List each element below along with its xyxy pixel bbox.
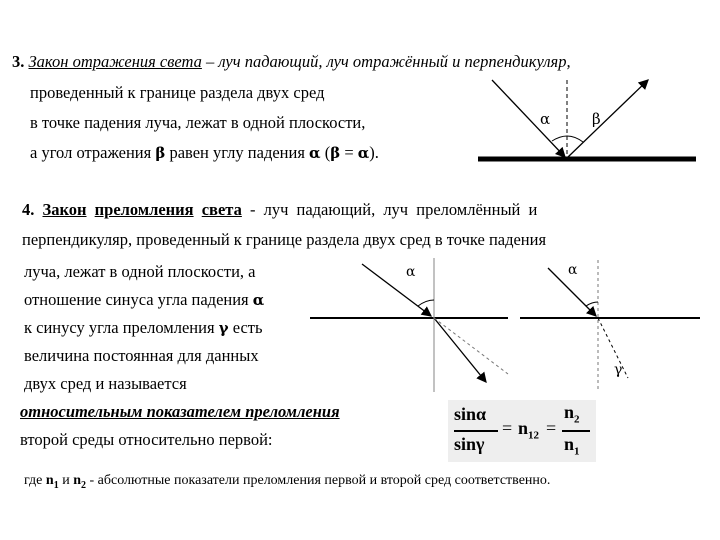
formula-sin-gamma: sinγ: [454, 434, 485, 454]
fig2-alpha-right-label: α: [568, 262, 578, 278]
law2-line6: величина постоянная для данных: [24, 346, 259, 365]
formula-fraction-bar-left: [454, 430, 498, 432]
law1-line3: в точке падения луча, лежат в одной плоскости,: [30, 113, 366, 132]
formula-n1: [564, 434, 580, 458]
fig1-beta-label: β: [592, 110, 601, 128]
law2-line2: перпендикуляр, проведенный к границе раздела двух сред в точке падения: [22, 230, 547, 249]
formula-equals-2: =: [546, 418, 557, 438]
angle-arc-left: [418, 300, 434, 306]
alpha-symbol: α: [309, 144, 321, 162]
refraction-diagram: [290, 250, 710, 400]
n1-subscript: 1: [53, 479, 59, 491]
reflected-ray: [568, 80, 648, 157]
relative-index-term: относительным показателем преломления: [20, 402, 340, 421]
law2-number: 4.: [22, 200, 35, 219]
incident-ray: [492, 80, 565, 157]
law2-line4: [24, 290, 264, 310]
n1-subscript: 1: [574, 445, 580, 458]
extension-ray-left: [434, 318, 508, 374]
law1-number: 3.: [12, 52, 25, 71]
fig2-gamma-label: γ: [614, 362, 623, 378]
n12-subscript: 12: [528, 429, 540, 442]
law2-line9: второй среды относительно первой:: [20, 430, 273, 449]
footnote-n1: [45, 473, 59, 491]
formula-n12: [518, 418, 539, 442]
law1-title: Закон отражения света: [28, 52, 202, 71]
n12-base: n: [518, 418, 529, 438]
law2-line1-text: - луч падающий, луч преломлённый и: [249, 200, 538, 219]
law2-line5-part: есть: [228, 318, 263, 337]
n2-subscript: 2: [80, 479, 86, 491]
formula-sin-alpha: sinα: [454, 404, 487, 424]
footnote-part: - абсолютные показатели преломления первой и второй сред соответственно.: [85, 473, 551, 488]
law2-title-word2: преломления: [94, 200, 194, 219]
footnote: [24, 472, 550, 495]
law2-line3: луча, лежат в одной плоскости, а: [24, 262, 256, 281]
footnote-n2: [73, 473, 86, 491]
formula-fraction-bar-right: [562, 430, 590, 432]
formula-n2: [564, 402, 580, 426]
angle-arc-alpha: [552, 136, 567, 141]
n2-base: n: [73, 473, 81, 488]
law1-line1-text: – луч падающий, луч отражённый и перпендикуляр,: [201, 52, 571, 71]
gamma-symbol: γ: [218, 319, 229, 337]
law1-line4-part: равен углу падения: [165, 143, 310, 162]
law2-line4-part: отношение синуса угла падения: [24, 290, 253, 309]
n1-base: n: [564, 434, 575, 454]
formula-equals-1: =: [502, 418, 513, 438]
n1-base: n: [45, 473, 54, 488]
alpha-symbol: α: [357, 144, 370, 162]
law1-line4-part: ).: [369, 143, 379, 162]
law2-title-word3: света: [201, 200, 242, 219]
beta-symbol: β: [155, 144, 166, 162]
law1-line4: [30, 143, 379, 163]
refracted-ray-right: [598, 318, 628, 378]
fig1-alpha-label: α: [540, 110, 551, 128]
refracted-ray-left: [434, 318, 486, 382]
beta-symbol: β: [330, 144, 341, 162]
alpha-symbol: α: [252, 291, 265, 309]
law2-line5-part: к синусу угла преломления: [24, 318, 219, 337]
law2-line1: [22, 200, 537, 220]
law1-line4-part: а угол отражения: [30, 143, 156, 162]
law1-line4-part: (: [320, 143, 331, 162]
law2-line5: [24, 318, 263, 338]
law2-line7: двух сред и называется: [24, 374, 187, 393]
footnote-part: и: [58, 473, 74, 488]
angle-arc-beta: [567, 136, 583, 142]
law1-line2: проведенный к границе раздела двух сред: [30, 83, 325, 102]
law1-line1: [12, 52, 571, 72]
n2-base: n: [564, 402, 575, 422]
n2-subscript: 2: [574, 413, 580, 426]
law2-title-word1: Закон: [42, 200, 87, 219]
angle-arc-right: [586, 302, 598, 306]
law1-line4-part: =: [340, 143, 358, 162]
incident-ray-left: [362, 264, 431, 316]
refraction-formula: [448, 400, 596, 462]
footnote-part: где: [24, 473, 46, 488]
reflection-diagram: [470, 72, 710, 182]
fig2-alpha-left-label: α: [406, 264, 416, 280]
